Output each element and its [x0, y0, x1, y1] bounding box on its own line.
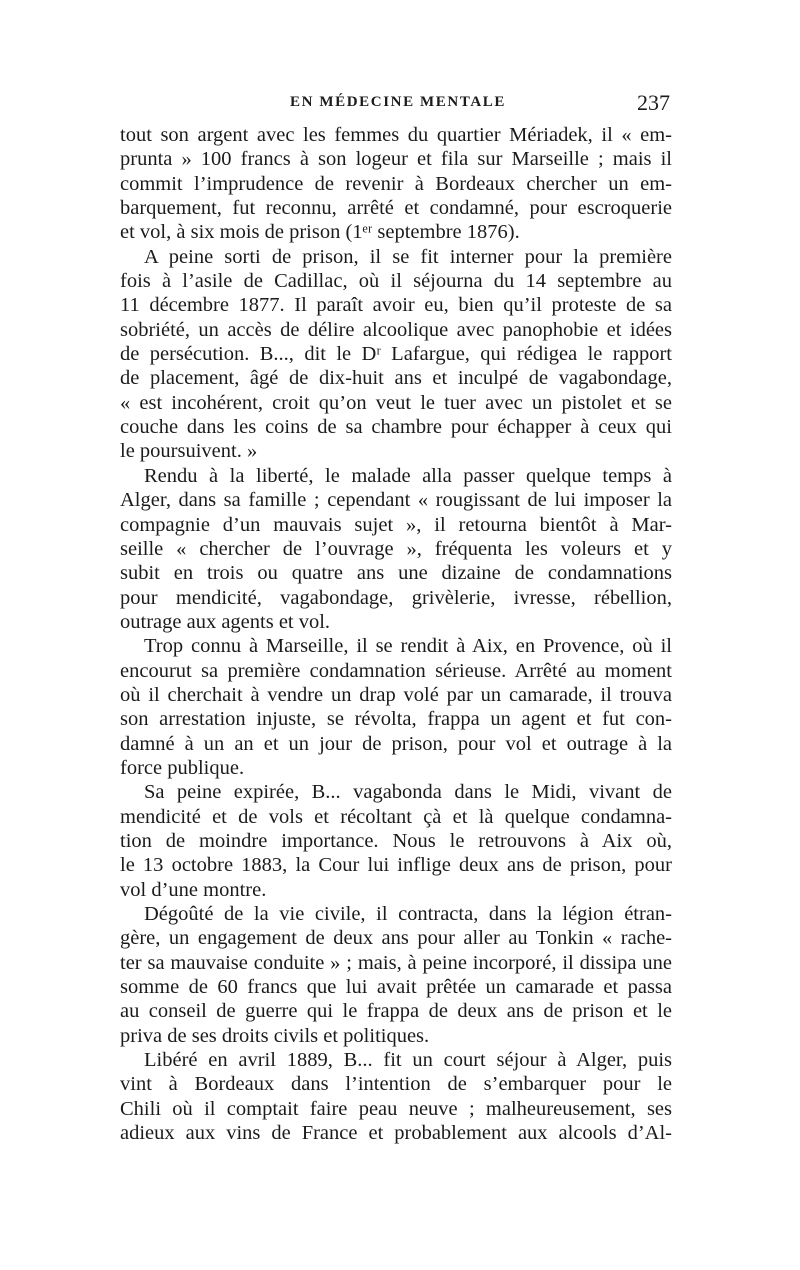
- text-line: commit l’imprudence de revenir à Bordeaux chercher un em-: [120, 172, 672, 195]
- text-line: fois à l’asile de Cadillac, où il séjourna du 14 septembre au: [120, 270, 672, 293]
- text-line: Alger, dans sa famille ; cependant « rougissant de lui imposer la: [120, 489, 672, 512]
- text-line: Libéré en avril 1889, B... fit un court séjour à Alger, puis: [144, 1049, 672, 1072]
- text-line: encourut sa première condamnation sérieuse. Arrêté au moment: [120, 659, 672, 682]
- text-line: adieux aux vins de France et probablement aux alcools d’Al-: [120, 1122, 672, 1145]
- text-line: « est incohérent, croit qu’on veut le tuer avec un pistolet et se: [120, 391, 672, 414]
- text-line: le poursuivent. »: [120, 440, 258, 463]
- text-line: barquement, fut reconnu, arrêté et condamné, pour escroquerie: [120, 197, 672, 220]
- text-line: pour mendicité, vagabondage, grivèlerie, ivresse, rébellion,: [120, 586, 672, 609]
- text-line: gère, un engagement de deux ans pour aller au Tonkin « rache-: [120, 927, 672, 950]
- text-line: où il cherchait à vendre un drap volé par un camarade, il trouva: [120, 683, 672, 706]
- text-line: ter sa mauvaise conduite » ; mais, à peine incorporé, il dissipa une: [120, 951, 672, 974]
- text-line: le 13 octobre 1883, la Cour lui inflige deux ans de prison, pour: [120, 854, 672, 877]
- text-line: Rendu à la liberté, le malade alla passer quelque temps à: [144, 464, 672, 487]
- text-line: somme de 60 francs que lui avait prêtée un camarade et passa: [120, 976, 672, 999]
- text-line: sobriété, un accès de délire alcoolique avec panophobie et idées: [120, 318, 672, 341]
- text-line: de persécution. B..., dit le Dʳ Lafargue, qui rédigea le rapport: [120, 343, 672, 366]
- body-text: [120, 123, 672, 1145]
- text-line: outrage aux agents et vol.: [120, 610, 331, 633]
- text-line: Trop connu à Marseille, il se rendit à Aix, en Provence, où il: [144, 635, 672, 658]
- text-line: son arrestation injuste, se révolta, frappa un agent et fut con-: [120, 708, 672, 731]
- text-line: Sa peine expirée, B... vagabonda dans le Midi, vivant de: [144, 781, 672, 804]
- text-line: damné à un an et un jour de prison, pour vol et outrage à la: [120, 732, 672, 755]
- text-line: priva de ses droits civils et politiques.: [120, 1024, 430, 1047]
- text-line: prunta » 100 francs à son logeur et fila sur Marseille ; mais il: [120, 148, 672, 171]
- text-line: subit en trois ou quatre ans une dizaine de condamnations: [120, 562, 672, 585]
- text-line: et vol, à six mois de prison (1ᵉʳ septembre 1876).: [120, 221, 520, 244]
- text-line: Dégoûté de la vie civile, il contracta, dans la légion étran-: [144, 903, 672, 925]
- text-line: Chili où il comptait faire peau neuve ; malheureusement, ses: [120, 1097, 672, 1120]
- text-line: force publique.: [120, 756, 245, 779]
- page-number: 237: [637, 90, 670, 115]
- text-line: de placement, âgé de dix-huit ans et inculpé de vagabondage,: [120, 367, 672, 390]
- text-line: 11 décembre 1877. Il paraît avoir eu, bien qu’il proteste de sa: [120, 294, 672, 317]
- text-line: compagnie d’un mauvais sujet », il retourna bientôt à Mar-: [120, 513, 672, 536]
- text-line: tout son argent avec les femmes du quartier Mériadek, il « em-: [120, 124, 672, 146]
- text-line: mendicité et de vols et récoltant çà et là quelque condamna-: [120, 805, 672, 828]
- text-line: vint à Bordeaux dans l’intention de s’embarquer pour le: [120, 1073, 672, 1096]
- text-line: vol d’une montre.: [120, 878, 267, 901]
- text-line: tion de moindre importance. Nous le retrouvons à Aix où,: [120, 829, 672, 852]
- text-line: couche dans les coins de sa chambre pour échapper à ceux qui: [120, 416, 672, 439]
- running-head: [120, 90, 680, 116]
- text-line: A peine sorti de prison, il se fit interner pour la première: [144, 245, 672, 268]
- text-line: seille « chercher de l’ouvrage », fréquenta les voleurs et y: [120, 537, 672, 560]
- text-line: au conseil de guerre qui le frappa de deux ans de prison et le: [120, 1000, 672, 1023]
- running-title: EN MÉDECINE MENTALE: [290, 94, 506, 110]
